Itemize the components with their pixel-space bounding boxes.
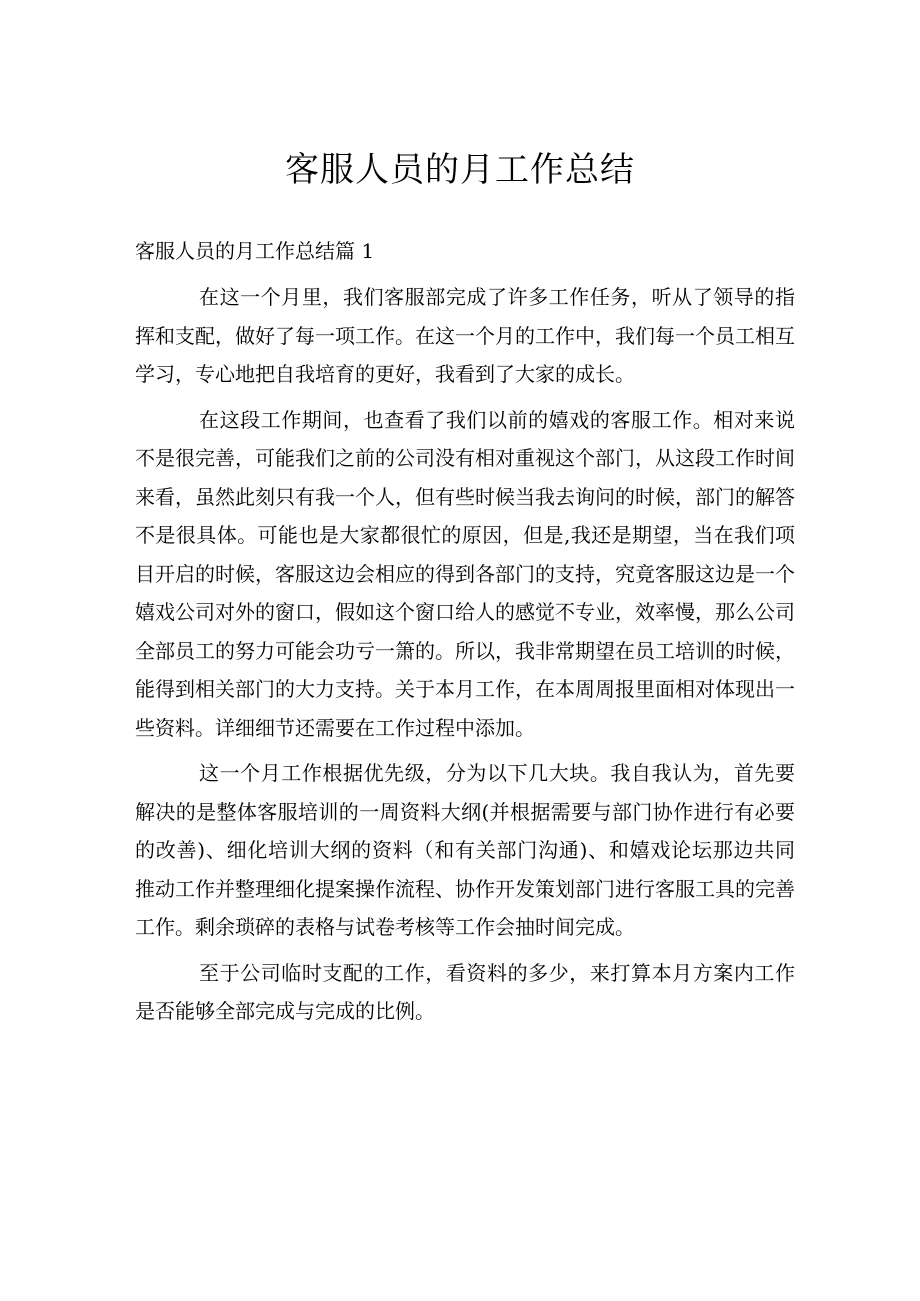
paragraph-3	[135, 754, 795, 947]
paragraph-line: 挥和支配，做好了每一项工作。在这一个月的工作中，我们每一个员工相互	[135, 323, 795, 348]
paragraph-line: 不是很完善，可能我们之前的公司没有相对重视这个部门，从这段工作时间	[135, 446, 795, 470]
paragraph-4	[135, 954, 795, 1031]
paragraph-line: 工作。剩余琐碎的表格与试卷考核等工作会抽时间完成。	[135, 915, 635, 939]
paragraph-line: 全部员工的努力可能会功亏一箫的。所以，我非常期望在员工培训的时候，	[135, 638, 795, 663]
paragraph-line: 在这段工作期间，也查看了我们以前的嬉戏的客服工作。相对来说	[199, 407, 795, 432]
paragraph-line: 这一个月工作根据优先级，分为以下几大块。我自我认为，首先要	[199, 761, 795, 785]
paragraph-2	[135, 401, 795, 748]
paragraph-line: 嬉戏公司对外的窗口，假如这个窗口给人的感觉不专业，效率慢，那么公司	[135, 600, 795, 624]
paragraph-line: 目开启的时候，客服这边会相应的得到各部门的支持，究竟客服这边是一个	[135, 561, 795, 586]
paragraph-line: 能得到相关部门的大力支持。关于本月工作，在本周周报里面相对体现出一	[135, 677, 795, 701]
paragraph-line: 学习，专心地把自我培育的更好，我看到了大家的成长。	[135, 362, 635, 386]
paragraph-line: 来看，虽然此刻只有我一个人，但有些时候当我去询问的时候，部门的解答	[135, 484, 795, 509]
paragraph-line: 些资料。详细细节还需要在工作过程中添加。	[135, 715, 535, 740]
paragraph-1	[135, 278, 795, 394]
paragraph-line: 的改善)、细化培训大纲的资料（和有关部门沟通)、和嬉戏论坛那边共同	[135, 838, 795, 862]
paragraph-line: 至于公司临时支配的工作，看资料的多少，来打算本月方案内工作	[199, 960, 795, 985]
section-heading: 客服人员的月工作总结篇 1	[135, 239, 375, 263]
paragraph-line: 解决的是整体客服培训的一周资料大纲(并根据需要与部门协作进行有必要	[135, 799, 795, 824]
paragraph-line: 不是很具体。可能也是大家都很忙的原因，但是,我还是期望，当在我们项	[135, 523, 795, 547]
paragraph-line: 在这一个月里，我们客服部完成了许多工作任务，听从了领导的指	[199, 285, 795, 309]
paragraph-line: 推动工作并整理细化提案操作流程、协作开发策划部门进行客服工具的完善	[135, 876, 795, 901]
document-body	[135, 278, 795, 1038]
paragraph-line: 是否能够全部完成与完成的比例。	[135, 999, 435, 1023]
document-title: 客服人员的月工作总结	[285, 150, 635, 190]
